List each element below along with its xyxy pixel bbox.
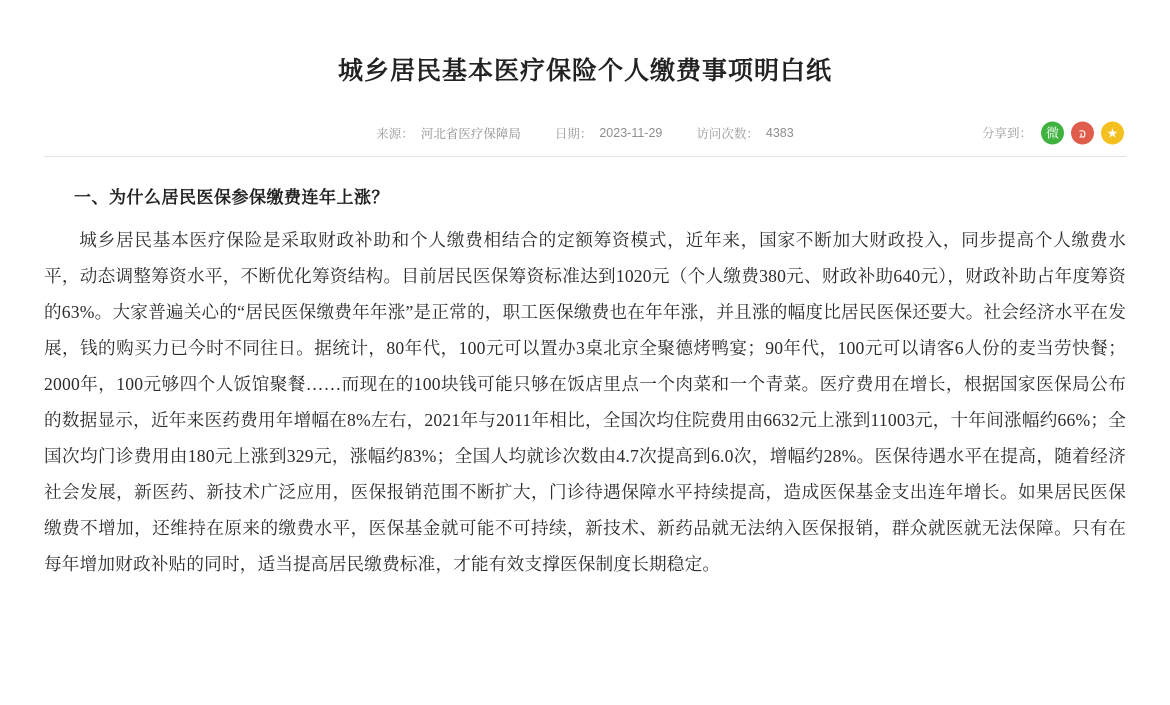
meta-date-label: 日期：	[554, 126, 593, 141]
article-page	[0, 17, 1170, 705]
meta-views-value: 4383	[765, 125, 794, 140]
meta-views-label: 访问次数：	[696, 126, 759, 141]
page-title: 城乡居民基本医疗保险个人缴费事项明白纸	[337, 56, 832, 85]
article-meta-bar	[44, 110, 1126, 156]
meta-date-value: 2023-11-29	[599, 125, 663, 140]
meta-items	[376, 124, 793, 142]
meta-views	[696, 124, 793, 142]
favorite-share-icon[interactable]: ★	[1101, 121, 1124, 144]
section-heading: 一、为什么居民医保参保缴费连年上涨？	[74, 187, 389, 207]
share-label: 分享到：	[981, 126, 1032, 141]
meta-source-label: 来源：	[376, 126, 414, 141]
meta-source-value: 河北省医疗保障局	[420, 126, 521, 141]
meta-date	[555, 124, 663, 142]
article-content	[44, 157, 1126, 582]
share-block	[982, 121, 1124, 144]
meta-source	[376, 124, 521, 142]
weibo-share-icon[interactable]: ຉ	[1071, 121, 1094, 144]
body-paragraph: 城乡居民基本医疗保险是采取财政补助和个人缴费相结合的定额筹资模式，近年来，国家不断加大财政投入，同步提高个人缴费水平，动态调整筹资水平，不断优化筹资结构。目前居民医保筹资标准达到1020元（个人缴费380元、财政补助640元），财政补助占年度筹资的63%。大家普遍关心的“居民医保缴费年年涨”是正常的，职工医保缴费也在年年涨，并且涨的幅度比居民医保还要大。社会经济水平在发展，钱的购买力已今时不同往日。据统计，80年代，100元可以置办3桌北京全聚德烤鸭宴；90年代，100元可以请客6人份的麦当劳快餐；2000年，100元够四个人饭馆聚餐……而现在的100块钱可能只够在饭店里点一个肉菜和一个青菜。医疗费用在增长，根据国家医保局公布的数据显示，近年来医药费用年增幅在8%左右，2021年与2011年相比，全国次均住院费用由6632元上涨到11003元，十年间涨幅约66%；全国次均门诊费用由180元上涨到329元，涨幅约83%；全国人均就诊次数由4.7次提高到6.0次，增幅约28%。医保待遇水平在提高，随着经济社会发展，新医药、新技术广泛应用，医保报销范围不断扩大，门诊待遇保障水平持续提高，造成医保基金支出连年增长。如果居民医保缴费不增加，还维持在原来的缴费水平，医保基金就可能不可持续，新技术、新药品就无法纳入医保报销，群众就医就无法保障。只有在每年增加财政补贴的同时，适当提高居民缴费标准，才能有效支撑医保制度长期稳定。	[44, 229, 1126, 574]
wechat-share-icon[interactable]: 微	[1041, 121, 1064, 144]
